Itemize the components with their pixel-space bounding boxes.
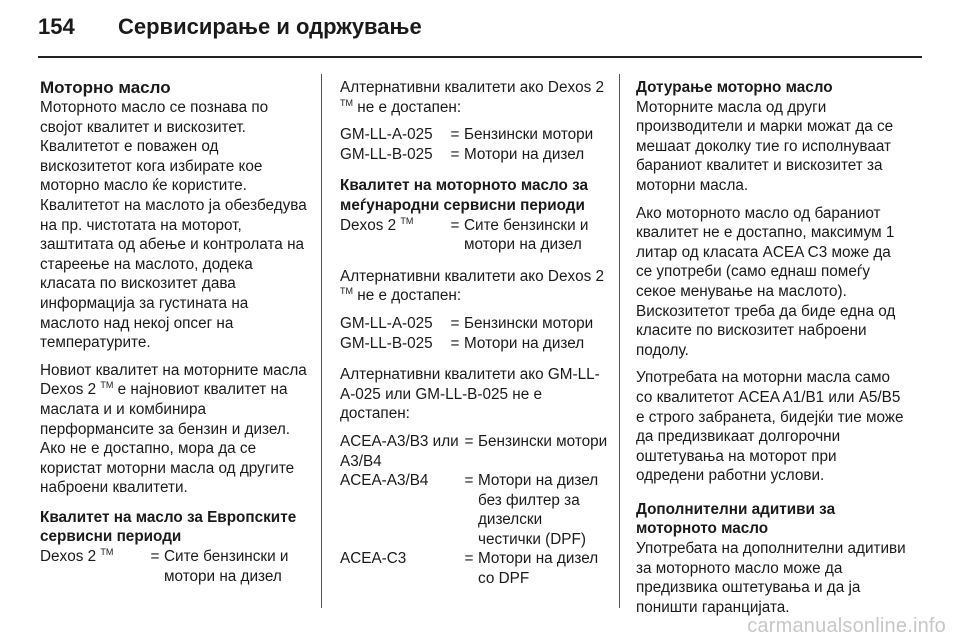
spec-equals: = — [450, 216, 460, 234]
spec-key: GM-LL-A-025 — [340, 314, 433, 332]
column-divider-1 — [321, 74, 322, 608]
spec-key-text: Dexos 2 — [40, 548, 101, 566]
spec-value: Мотори на дизел — [464, 334, 585, 352]
spec-equals: = — [450, 314, 460, 332]
spec-value: Мотори на дизел — [464, 145, 585, 163]
trademark: TM — [100, 380, 114, 391]
column-2 — [340, 78, 608, 597]
paragraph: Моторните масла од други производители и марки можат да се мешаат доколку тие го исполнуваат бараниот квалитет и вискозитет за моторни масла. — [636, 98, 894, 194]
spec-key-text: Dexos 2 — [340, 216, 401, 234]
spec-row — [340, 216, 608, 255]
spec-equals: = — [450, 334, 460, 352]
spec-value: Бензински мотори — [478, 432, 608, 450]
spec-key: ACEA-A3/B4 — [340, 472, 429, 490]
paragraph — [340, 267, 608, 306]
spec-value: Сите бензински и мотори на дизел — [164, 548, 289, 585]
subheading-international-service: Квалитет на моторното масло за меѓународни сервисни периоди — [340, 177, 588, 214]
text: Алтернативни квалитети ако Dexos 2 — [340, 267, 605, 285]
column-3 — [636, 78, 908, 617]
spec-table-1 — [340, 125, 608, 164]
paragraph — [340, 78, 608, 117]
text: не е достапен: — [353, 98, 462, 116]
spec-value: Мотори на дизел без филтер за дизелски честички (DPF) — [478, 472, 599, 548]
subheading-topping-up: Дотурање моторно масло — [636, 79, 833, 96]
subheading-additives: Дополнителни адитиви за моторното масло — [636, 500, 836, 538]
spec-key: ACEA-A3/B3 или A3/B4 — [340, 432, 459, 470]
trademark: TM — [400, 215, 414, 226]
page-title: Сервисирање и одржување — [118, 14, 422, 39]
spec-row — [40, 547, 310, 586]
column-1 — [40, 78, 310, 594]
paragraph: Употребата на дополнителни адитиви за моторното масло може да предизвика оштетувања и да ја поништи гаранцијата. — [636, 540, 906, 616]
text: Новиот квалитет на моторните масла Dexos 2 — [40, 361, 307, 399]
paragraph: Алтернативни квалитети ако GM-LL-A-025 или GM-LL-B-025 не е достапен: — [340, 366, 600, 423]
text: не е достапен: — [353, 287, 462, 305]
watermark: carmanualsonline.info — [747, 615, 946, 637]
spec-equals: = — [450, 126, 460, 144]
section-heading-engine-oil: Моторно масло — [40, 78, 171, 97]
trademark: TM — [100, 546, 114, 557]
paragraph: Употребата на моторни масла само со квалитетот ACEA A1/B1 или A5/B5 е строго забранета, бидејќи тие може да предизвикаат долгорочни оштетувања на моторот при одредени работни услови. — [636, 369, 904, 485]
paragraph — [40, 361, 310, 498]
trademark: TM — [340, 286, 353, 297]
column-divider-2 — [619, 74, 620, 608]
page-number: 154 — [38, 14, 75, 39]
subheading-european-service: Квалитет на масло за Европските сервисни периоди — [40, 508, 297, 546]
header-rule — [38, 56, 922, 58]
text: Алтернативни квалитети ако Dexos 2 — [340, 79, 605, 96]
spec-key: ACEA-C3 — [340, 550, 407, 568]
paragraph: Моторното масло се познава по својот квалитет и вискозитет. Квалитетот е поважен од вискозитетот кога избирате кое моторно масло ќе користите. Квалитетот на маслото ја обезбедува на пр. чистотата на моторот, заштитата од абење и контролата на стареење на маслото, додека класата по вискозитет дава информација за густината на маслото над некој опсег на температурите. — [40, 99, 307, 352]
trademark: TM — [340, 97, 353, 108]
spec-equals: = — [150, 548, 160, 566]
spec-equals: = — [464, 432, 474, 450]
spec-table-3 — [340, 432, 608, 589]
spec-equals: = — [464, 472, 474, 490]
text: е најновиот квалитет на маслата и и комбинира перформансите за бензин и дизел. Ако не е достапно, мора да се користат моторни масла од другите наброени квалитети. — [40, 381, 295, 497]
spec-key: GM-LL-B-025 — [340, 334, 433, 352]
spec-key — [40, 547, 146, 586]
spec-key: GM-LL-A-025 — [340, 126, 433, 144]
spec-value: Бензински мотори — [464, 314, 594, 332]
paragraph: Ако моторното масло од бараниот квалитет не е достапно, максимум 1 литар од класата ACEA C3 може да се употреби (само еднаш помеѓу секое менување на маслото). Вискозитетот треба да биде една од класите по вискозитет наброени подолу. — [636, 204, 896, 359]
spec-equals: = — [464, 550, 474, 568]
spec-key: GM-LL-B-025 — [340, 145, 433, 163]
spec-value: Бензински мотори — [464, 126, 594, 144]
spec-equals: = — [450, 145, 460, 163]
spec-table-2 — [340, 314, 608, 353]
spec-key — [340, 216, 446, 255]
spec-value: Мотори на дизел со DPF — [478, 550, 599, 588]
spec-value: Сите бензински и мотори на дизел — [464, 216, 589, 254]
